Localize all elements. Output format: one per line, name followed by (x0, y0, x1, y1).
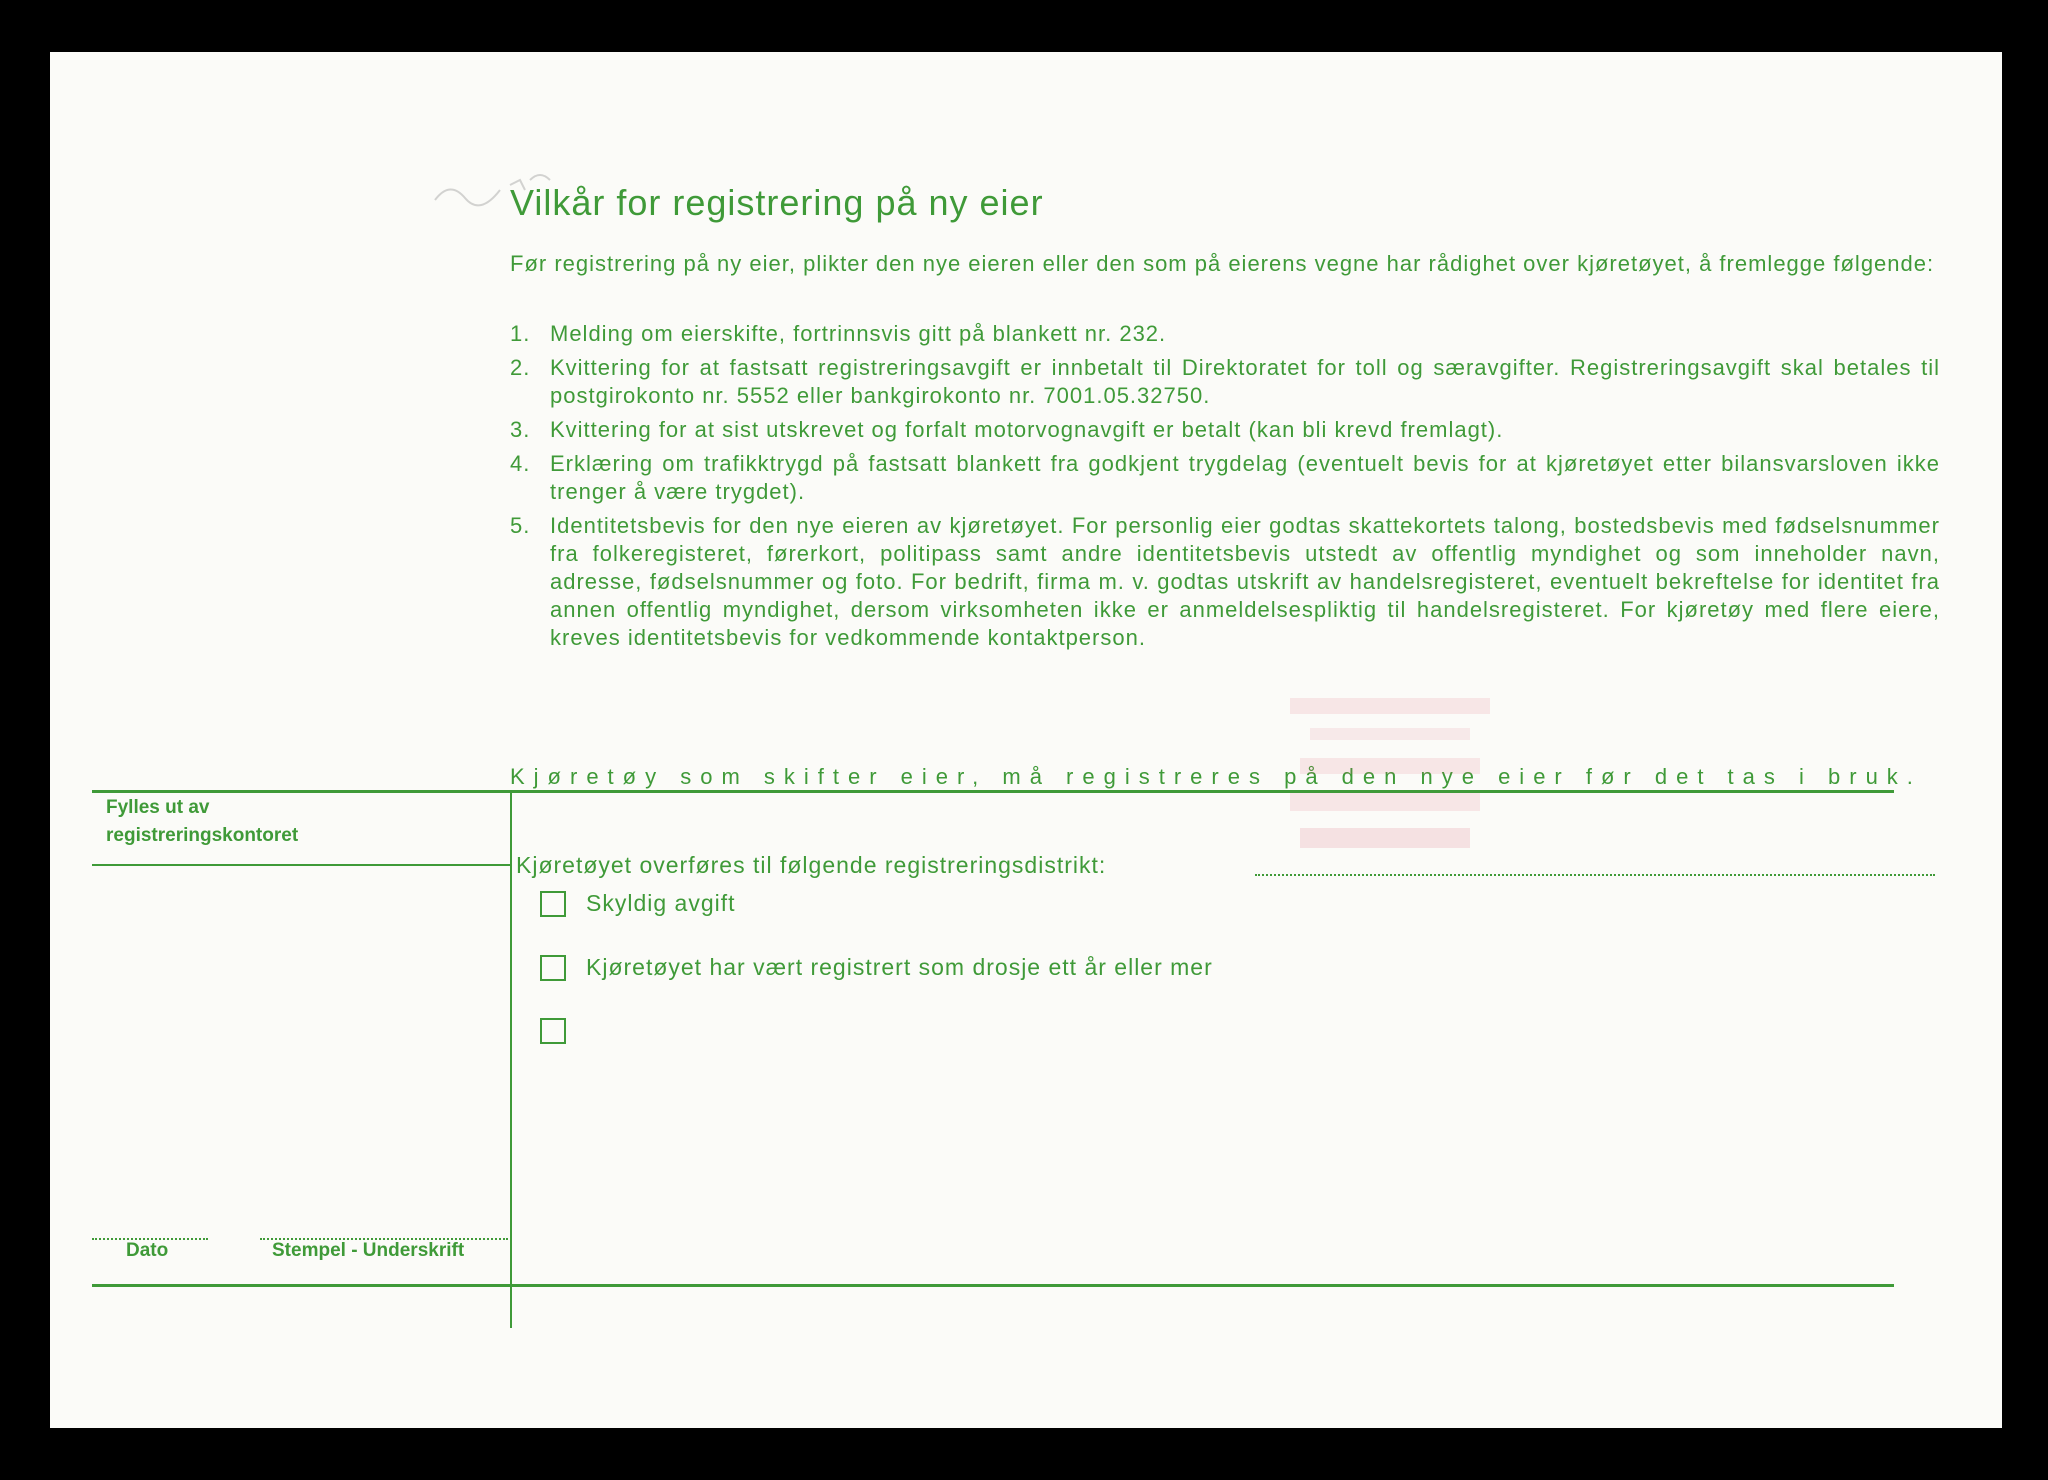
list-item (510, 320, 1940, 348)
stamp-signature-label: Stempel - Underskrift (272, 1240, 465, 1261)
checkbox-drosje[interactable] (540, 955, 566, 981)
checkbox-label: Kjøretøyet har vært registrert som drosje ett år eller mer (586, 954, 1213, 980)
intro-paragraph: Før registrering på ny eier, plikter den nye eieren eller den som på eierens vegne har rådighet over kjøretøyet, å fremlegge følgende: (510, 251, 1935, 276)
district-label: Kjøretøyet overføres til følgende registreringsdistrikt: (516, 852, 1107, 878)
checkbox-row (540, 954, 1213, 981)
page-title: Vilkår for registrering på ny eier (510, 182, 1044, 223)
list-item-number: 1. (510, 321, 531, 346)
list-item (510, 354, 1940, 410)
list-item-text: Kvittering for at sist utskrevet og forfalt motorvognavgift er betalt (kan bli krevd fremlagt). (550, 417, 1504, 442)
checkbox-skyldig-avgift[interactable] (540, 891, 566, 917)
list-item (510, 450, 1940, 506)
section-top-rule (92, 790, 1894, 793)
list-item (510, 512, 1940, 652)
office-label-line: Fylles ut av (106, 797, 210, 818)
office-label-line: registreringskontoret (106, 825, 299, 846)
checkbox-label: Skyldig avgift (586, 890, 736, 916)
faded-stamp (1280, 688, 1500, 878)
form-sheet (50, 52, 2002, 1428)
checkbox-row (540, 890, 736, 917)
list-item-number: 3. (510, 417, 531, 442)
list-item (510, 416, 1940, 444)
list-item-text: Erklæring om trafikktrygd på fastsatt blankett fra godkjent trygdelag (eventuelt bevis for at kjøretøyet etter bilansvarsloven ikke trenger å være trygdet). (550, 451, 1940, 504)
office-label (106, 794, 446, 850)
list-item-number: 5. (510, 513, 531, 538)
conditions-list (510, 320, 1940, 658)
list-item-text: Kvittering for at fastsatt registreringsavgift er innbetalt til Direktoratet for toll og særavgifter. Registreringsavgift skal betales til postgirokonto nr. 5552 eller bankgirokonto nr. 7001.05.32750. (550, 355, 1940, 408)
list-item-text: Melding om eierskifte, fortrinnsvis gitt på blankett nr. 232. (550, 321, 1167, 346)
list-item-text: Identitetsbevis for den nye eieren av kjøretøyet. For personlig eier godtas skattekortets talong, bostedsbevis med fødselsnummer fra folkeregisteret, førerkort, politipass samt andre identitetsbevis utstedt av offentlig myndighet og som inneholder navn, adresse, fødselsnummer og foto. For bedrift, firma m. v. godtas utskrift av handelsregisteret, eventuelt bekreftelse for identitet fra annen offentlig myndighet, dersom virksomheten ikke er anmeldelsespliktig til handelsregisteret. For kjøretøy med flere eiere, kreves identitetsbevis for vedkommende kontaktperson. (550, 513, 1940, 650)
section-bottom-rule (92, 1284, 1894, 1287)
list-item-number: 4. (510, 451, 531, 476)
closing-statement: Kjøretøy som skifter eier, må registreres på den nye eier før det tas i bruk. (510, 764, 1922, 789)
section-divider-vertical (510, 790, 512, 1328)
checkbox-blank[interactable] (540, 1018, 566, 1044)
office-label-underline (92, 864, 510, 866)
checkbox-row (540, 1018, 586, 1044)
date-label: Dato (126, 1240, 169, 1261)
district-input-line[interactable] (1255, 874, 1935, 876)
list-item-number: 2. (510, 355, 531, 380)
